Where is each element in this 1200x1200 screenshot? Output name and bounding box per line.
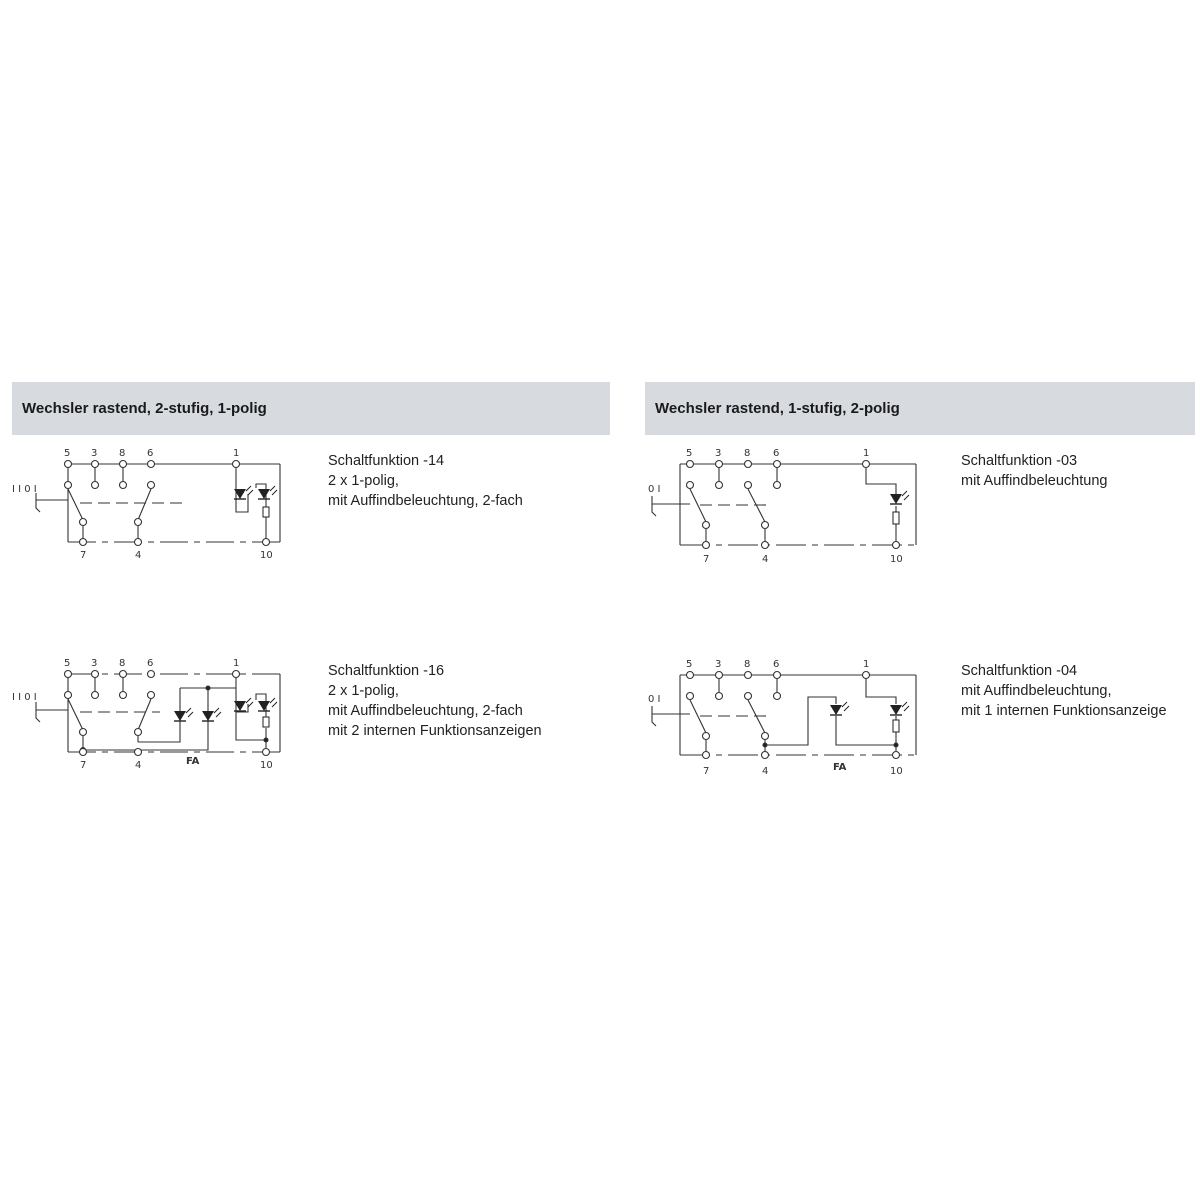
position-label: I I 0 I: [12, 692, 37, 703]
description-line: mit Auffindbeleuchtung, 2-fach: [328, 703, 523, 719]
panel-title-right: Wechsler rastend, 1-stufig, 2-polig: [655, 400, 900, 417]
position-label: 0 I: [648, 694, 661, 705]
terminal-label: 3: [91, 448, 98, 459]
terminal-label: 5: [64, 448, 71, 459]
terminal-label: 4: [135, 550, 142, 561]
terminal-label: 4: [135, 760, 142, 771]
terminal-label: 1: [863, 659, 870, 670]
terminal-label: 3: [715, 659, 722, 670]
description-line: mit 1 internen Funktionsanzeige: [961, 703, 1167, 719]
panel-title-left: Wechsler rastend, 2-stufig, 1-polig: [22, 400, 267, 417]
terminal-label: 7: [703, 554, 710, 565]
terminal-label: 1: [233, 658, 240, 669]
description-line: mit Auffindbeleuchtung,: [961, 683, 1112, 699]
terminal-label: 10: [890, 766, 903, 777]
diagram-14: [12, 448, 280, 561]
description-title: Schaltfunktion -14: [328, 453, 445, 469]
description-title: Schaltfunktion -04: [961, 663, 1078, 679]
terminal-label: 1: [233, 448, 240, 459]
diagram-03: [648, 448, 916, 565]
terminal-label: 6: [773, 659, 780, 670]
terminal-label: 6: [147, 448, 154, 459]
terminal-label: 8: [119, 448, 126, 459]
terminal-label: 7: [80, 760, 87, 771]
terminal-label: 8: [744, 659, 751, 670]
description-title: Schaltfunktion -03: [961, 453, 1078, 469]
terminal-label: 1: [863, 448, 870, 459]
terminal-label: 3: [91, 658, 98, 669]
description-line: mit Auffindbeleuchtung: [961, 473, 1108, 489]
terminal-label: 6: [147, 658, 154, 669]
terminal-label: 10: [260, 550, 273, 561]
description-title: Schaltfunktion -16: [328, 663, 445, 679]
terminal-label: 5: [64, 658, 71, 669]
terminal-label: FA: [186, 756, 200, 767]
terminal-label: 10: [260, 760, 273, 771]
description-line: mit 2 internen Funktionsanzeigen: [328, 723, 542, 739]
description-line: 2 x 1-polig,: [328, 473, 399, 489]
diagram-04: [648, 659, 916, 777]
terminal-label: 8: [119, 658, 126, 669]
terminal-label: 4: [762, 554, 769, 565]
position-label: 0 I: [648, 484, 661, 495]
terminal-label: 3: [715, 448, 722, 459]
terminal-label: 6: [773, 448, 780, 459]
terminal-label: FA: [833, 762, 847, 773]
position-label: I I 0 I: [12, 484, 37, 495]
terminal-label: 7: [80, 550, 87, 561]
terminal-label: 7: [703, 766, 710, 777]
terminal-label: 8: [744, 448, 751, 459]
terminal-label: 5: [686, 448, 693, 459]
description-line: mit Auffindbeleuchtung, 2-fach: [328, 493, 523, 509]
description-line: 2 x 1-polig,: [328, 683, 399, 699]
terminal-label: 4: [762, 766, 769, 777]
diagram-16: [12, 658, 280, 771]
terminal-label: 5: [686, 659, 693, 670]
terminal-label: 10: [890, 554, 903, 565]
